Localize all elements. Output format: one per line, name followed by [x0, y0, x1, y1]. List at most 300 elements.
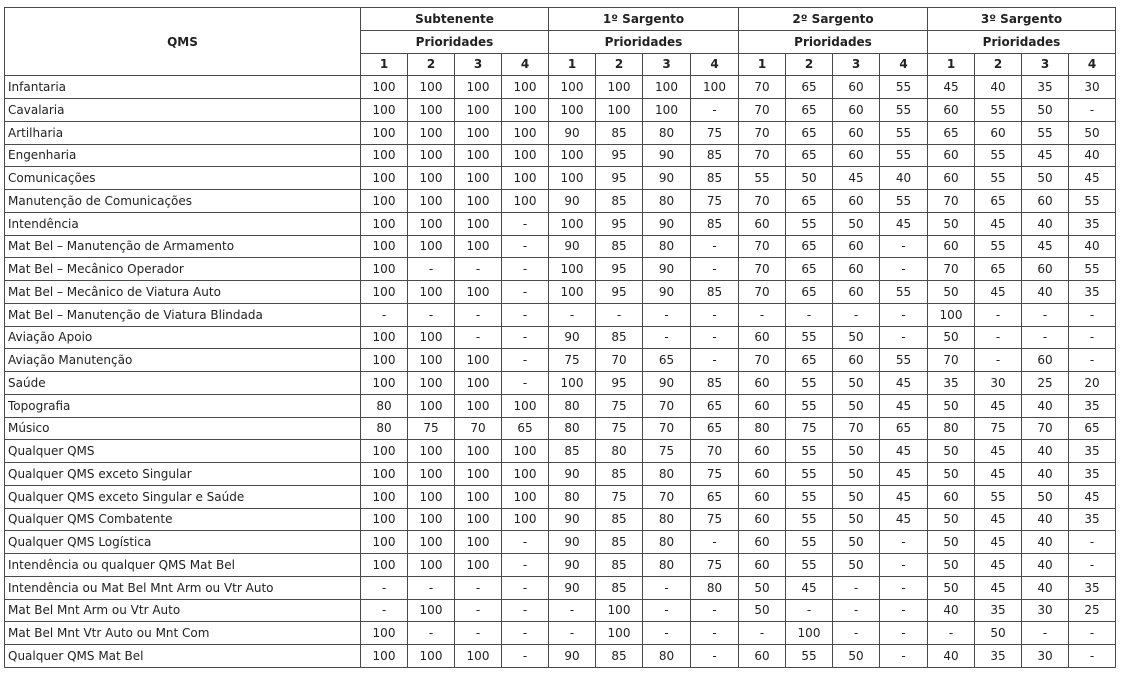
value-cell: 100 — [408, 645, 455, 668]
group-header: 2º Sargento — [739, 8, 928, 31]
value-cell: 65 — [786, 349, 833, 372]
value-cell: 100 — [361, 190, 408, 213]
value-cell: 65 — [691, 485, 739, 508]
value-cell: 50 — [833, 326, 880, 349]
value-cell: 90 — [549, 463, 596, 486]
qms-name-cell: Qualquer QMS — [5, 440, 361, 463]
value-cell: 65 — [1069, 417, 1116, 440]
qms-name-cell: Aviação Apoio — [5, 326, 361, 349]
value-cell: 45 — [975, 463, 1022, 486]
value-cell: 90 — [549, 531, 596, 554]
qms-column-header: QMS — [5, 8, 361, 76]
qms-name-cell: Intendência — [5, 212, 361, 235]
value-cell: 60 — [739, 440, 786, 463]
table-row — [5, 394, 1116, 417]
qms-name-cell: Cavalaria — [5, 99, 361, 122]
value-cell: 100 — [361, 349, 408, 372]
value-cell: 45 — [880, 485, 928, 508]
value-cell: 100 — [596, 76, 643, 99]
value-cell: 30 — [1022, 645, 1069, 668]
value-cell: 55 — [786, 372, 833, 395]
qms-name-cell: Mat Bel – Manutenção de Armamento — [5, 235, 361, 258]
value-cell: 100 — [502, 121, 549, 144]
value-cell: 70 — [739, 76, 786, 99]
value-cell: - — [691, 258, 739, 281]
value-cell: 75 — [786, 417, 833, 440]
value-cell: 50 — [928, 531, 975, 554]
value-cell: - — [880, 326, 928, 349]
value-cell: 100 — [549, 372, 596, 395]
value-cell: 60 — [833, 76, 880, 99]
value-cell: 85 — [596, 190, 643, 213]
value-cell: 50 — [928, 394, 975, 417]
value-cell: 100 — [596, 622, 643, 645]
value-cell: 100 — [408, 394, 455, 417]
value-cell: 55 — [880, 281, 928, 304]
value-cell: 85 — [691, 281, 739, 304]
table-row — [5, 645, 1116, 668]
priority-number-header: 1 — [549, 53, 596, 76]
value-cell: 65 — [786, 121, 833, 144]
value-cell: 100 — [408, 463, 455, 486]
value-cell: 100 — [455, 99, 502, 122]
value-cell: 85 — [596, 121, 643, 144]
value-cell: - — [455, 576, 502, 599]
value-cell: 35 — [1069, 576, 1116, 599]
value-cell: - — [739, 303, 786, 326]
value-cell: 65 — [786, 258, 833, 281]
qms-priority-table — [4, 7, 1116, 668]
qms-name-cell: Saúde — [5, 372, 361, 395]
value-cell: 45 — [975, 281, 1022, 304]
value-cell: 60 — [739, 485, 786, 508]
value-cell: 60 — [739, 508, 786, 531]
value-cell: 60 — [739, 372, 786, 395]
value-cell: 45 — [975, 440, 1022, 463]
value-cell: - — [408, 576, 455, 599]
value-cell: 60 — [833, 99, 880, 122]
value-cell: 55 — [975, 235, 1022, 258]
value-cell: 50 — [1022, 167, 1069, 190]
value-cell: 85 — [596, 531, 643, 554]
value-cell: 55 — [975, 144, 1022, 167]
priority-number-header: 3 — [833, 53, 880, 76]
table-row — [5, 554, 1116, 577]
value-cell: 65 — [691, 417, 739, 440]
value-cell: 90 — [643, 212, 691, 235]
value-cell: 80 — [643, 531, 691, 554]
value-cell: 55 — [1022, 121, 1069, 144]
value-cell: 100 — [361, 645, 408, 668]
value-cell: - — [455, 326, 502, 349]
value-cell: - — [502, 212, 549, 235]
value-cell: - — [880, 576, 928, 599]
value-cell: 100 — [455, 76, 502, 99]
priority-number-header: 1 — [928, 53, 975, 76]
value-cell: 60 — [833, 281, 880, 304]
value-cell: 55 — [975, 485, 1022, 508]
table-row — [5, 212, 1116, 235]
value-cell: - — [502, 326, 549, 349]
value-cell: 70 — [928, 258, 975, 281]
priority-number-header: 4 — [502, 53, 549, 76]
value-cell: 55 — [786, 394, 833, 417]
value-cell: 45 — [880, 212, 928, 235]
value-cell: 90 — [549, 554, 596, 577]
value-cell: 35 — [1022, 76, 1069, 99]
value-cell: - — [408, 622, 455, 645]
priority-number-header: 1 — [739, 53, 786, 76]
value-cell: - — [880, 599, 928, 622]
value-cell: - — [502, 235, 549, 258]
value-cell: 25 — [1069, 599, 1116, 622]
value-cell: - — [880, 258, 928, 281]
value-cell: 100 — [455, 349, 502, 372]
value-cell: 100 — [786, 622, 833, 645]
value-cell: - — [833, 576, 880, 599]
value-cell: 45 — [1069, 485, 1116, 508]
header-row-groups — [5, 8, 1116, 31]
value-cell: 45 — [833, 167, 880, 190]
group-header: Subtenente — [361, 8, 549, 31]
value-cell: 50 — [975, 622, 1022, 645]
value-cell: 100 — [361, 485, 408, 508]
value-cell: 60 — [928, 485, 975, 508]
value-cell: 45 — [975, 554, 1022, 577]
value-cell: 100 — [408, 121, 455, 144]
value-cell: 40 — [1022, 394, 1069, 417]
qms-name-cell: Mat Bel Mnt Arm ou Vtr Auto — [5, 599, 361, 622]
value-cell: 100 — [361, 76, 408, 99]
value-cell: - — [1069, 349, 1116, 372]
value-cell: 65 — [928, 121, 975, 144]
priority-number-header: 1 — [361, 53, 408, 76]
value-cell: 75 — [596, 394, 643, 417]
value-cell: 45 — [975, 394, 1022, 417]
value-cell: 45 — [1022, 144, 1069, 167]
table-row — [5, 622, 1116, 645]
value-cell: - — [408, 258, 455, 281]
value-cell: 100 — [408, 190, 455, 213]
value-cell: 70 — [691, 440, 739, 463]
value-cell: 100 — [361, 326, 408, 349]
value-cell: - — [361, 576, 408, 599]
value-cell: - — [1069, 303, 1116, 326]
value-cell: 100 — [408, 531, 455, 554]
value-cell: - — [691, 326, 739, 349]
value-cell: 45 — [880, 463, 928, 486]
value-cell: 100 — [502, 394, 549, 417]
value-cell: - — [502, 622, 549, 645]
value-cell: 25 — [1022, 372, 1069, 395]
value-cell: - — [502, 554, 549, 577]
value-cell: 100 — [455, 281, 502, 304]
qms-name-cell: Comunicações — [5, 167, 361, 190]
value-cell: 50 — [739, 576, 786, 599]
value-cell: 75 — [691, 508, 739, 531]
value-cell: 75 — [596, 485, 643, 508]
value-cell: - — [502, 349, 549, 372]
table-row — [5, 440, 1116, 463]
value-cell: 55 — [786, 463, 833, 486]
value-cell: 100 — [549, 144, 596, 167]
value-cell: - — [1069, 622, 1116, 645]
value-cell: 80 — [549, 417, 596, 440]
value-cell: 45 — [975, 576, 1022, 599]
value-cell: 45 — [975, 531, 1022, 554]
value-cell: - — [455, 258, 502, 281]
value-cell: 95 — [596, 167, 643, 190]
value-cell: 100 — [502, 190, 549, 213]
value-cell: - — [549, 599, 596, 622]
value-cell: - — [691, 599, 739, 622]
table-row — [5, 349, 1116, 372]
value-cell: 80 — [643, 190, 691, 213]
value-cell: 100 — [549, 76, 596, 99]
value-cell: 100 — [408, 349, 455, 372]
value-cell: 100 — [455, 485, 502, 508]
value-cell: 55 — [786, 212, 833, 235]
value-cell: 85 — [596, 508, 643, 531]
value-cell: 75 — [549, 349, 596, 372]
value-cell: 70 — [739, 99, 786, 122]
value-cell: 70 — [739, 235, 786, 258]
table-row — [5, 417, 1116, 440]
value-cell: - — [691, 349, 739, 372]
value-cell: 55 — [975, 99, 1022, 122]
value-cell: 60 — [1022, 258, 1069, 281]
value-cell: 45 — [928, 76, 975, 99]
value-cell: 40 — [880, 167, 928, 190]
value-cell: 75 — [691, 190, 739, 213]
value-cell: 40 — [1022, 531, 1069, 554]
value-cell: - — [880, 554, 928, 577]
value-cell: 90 — [549, 326, 596, 349]
value-cell: 50 — [928, 508, 975, 531]
value-cell: 50 — [928, 440, 975, 463]
value-cell: 35 — [1069, 508, 1116, 531]
qms-name-cell: Manutenção de Comunicações — [5, 190, 361, 213]
value-cell: - — [1069, 531, 1116, 554]
qms-name-cell: Mat Bel – Mecânico de Viatura Auto — [5, 281, 361, 304]
table-row — [5, 485, 1116, 508]
value-cell: 50 — [833, 372, 880, 395]
value-cell: 70 — [928, 190, 975, 213]
value-cell: 90 — [643, 372, 691, 395]
value-cell: 60 — [928, 144, 975, 167]
value-cell: 100 — [361, 531, 408, 554]
value-cell: 55 — [880, 76, 928, 99]
value-cell: - — [455, 303, 502, 326]
table-row — [5, 372, 1116, 395]
value-cell: - — [880, 235, 928, 258]
value-cell: - — [786, 599, 833, 622]
value-cell: - — [455, 622, 502, 645]
value-cell: 60 — [739, 326, 786, 349]
qms-name-cell: Músico — [5, 417, 361, 440]
priority-number-header: 4 — [880, 53, 928, 76]
value-cell: - — [833, 622, 880, 645]
value-cell: - — [691, 622, 739, 645]
value-cell: 100 — [502, 144, 549, 167]
value-cell: 100 — [408, 76, 455, 99]
value-cell: 100 — [455, 463, 502, 486]
value-cell: 75 — [691, 121, 739, 144]
table-row — [5, 144, 1116, 167]
value-cell: - — [643, 622, 691, 645]
value-cell: 85 — [596, 326, 643, 349]
value-cell: 70 — [643, 394, 691, 417]
value-cell: 75 — [691, 463, 739, 486]
value-cell: 90 — [549, 235, 596, 258]
value-cell: 100 — [455, 190, 502, 213]
value-cell: - — [502, 258, 549, 281]
value-cell: 50 — [928, 554, 975, 577]
prioridades-header: Prioridades — [928, 30, 1116, 53]
priority-number-header: 2 — [975, 53, 1022, 76]
value-cell: 65 — [786, 235, 833, 258]
table-row — [5, 281, 1116, 304]
value-cell: 60 — [833, 349, 880, 372]
value-cell: 65 — [786, 190, 833, 213]
value-cell: 60 — [833, 121, 880, 144]
value-cell: 80 — [643, 463, 691, 486]
value-cell: 100 — [502, 76, 549, 99]
value-cell: - — [928, 622, 975, 645]
value-cell: - — [643, 599, 691, 622]
value-cell: 80 — [643, 645, 691, 668]
table-row — [5, 121, 1116, 144]
value-cell: - — [880, 645, 928, 668]
value-cell: 70 — [739, 121, 786, 144]
value-cell: 100 — [408, 554, 455, 577]
value-cell: - — [786, 303, 833, 326]
table-row — [5, 235, 1116, 258]
value-cell: 90 — [549, 508, 596, 531]
value-cell: 55 — [786, 508, 833, 531]
value-cell: - — [691, 235, 739, 258]
value-cell: 70 — [928, 349, 975, 372]
value-cell: 60 — [928, 99, 975, 122]
value-cell: 35 — [975, 599, 1022, 622]
value-cell: 60 — [739, 554, 786, 577]
value-cell: 60 — [739, 645, 786, 668]
value-cell: - — [502, 576, 549, 599]
value-cell: - — [643, 576, 691, 599]
value-cell: 100 — [502, 508, 549, 531]
value-cell: 60 — [928, 167, 975, 190]
priority-number-header: 3 — [455, 53, 502, 76]
value-cell: - — [691, 531, 739, 554]
value-cell: 50 — [833, 440, 880, 463]
table-body — [5, 76, 1116, 668]
value-cell: 70 — [833, 417, 880, 440]
value-cell: 100 — [408, 326, 455, 349]
value-cell: 40 — [928, 645, 975, 668]
qms-name-cell: Qualquer QMS Mat Bel — [5, 645, 361, 668]
value-cell: 45 — [1069, 167, 1116, 190]
value-cell: - — [739, 622, 786, 645]
value-cell: 50 — [833, 531, 880, 554]
value-cell: 80 — [739, 417, 786, 440]
priority-number-header: 3 — [1022, 53, 1069, 76]
value-cell: 55 — [786, 531, 833, 554]
qms-name-cell: Mat Bel Mnt Vtr Auto ou Mnt Com — [5, 622, 361, 645]
value-cell: - — [691, 99, 739, 122]
value-cell: 80 — [549, 394, 596, 417]
value-cell: 40 — [1022, 463, 1069, 486]
value-cell: 60 — [739, 394, 786, 417]
value-cell: 65 — [786, 281, 833, 304]
value-cell: - — [691, 303, 739, 326]
value-cell: 55 — [880, 190, 928, 213]
value-cell: 35 — [1069, 212, 1116, 235]
value-cell: 70 — [739, 144, 786, 167]
priority-number-header: 4 — [691, 53, 739, 76]
value-cell: 35 — [1069, 281, 1116, 304]
qms-name-cell: Artilharia — [5, 121, 361, 144]
value-cell: 50 — [833, 485, 880, 508]
value-cell: 50 — [1069, 121, 1116, 144]
value-cell: 40 — [1022, 508, 1069, 531]
value-cell: 100 — [408, 599, 455, 622]
value-cell: 100 — [455, 372, 502, 395]
value-cell: - — [549, 622, 596, 645]
value-cell: 100 — [502, 99, 549, 122]
value-cell: 35 — [1069, 440, 1116, 463]
value-cell: 100 — [361, 121, 408, 144]
table-row — [5, 167, 1116, 190]
value-cell: 55 — [786, 645, 833, 668]
value-cell: 70 — [739, 258, 786, 281]
value-cell: 100 — [691, 76, 739, 99]
value-cell: 85 — [596, 576, 643, 599]
value-cell: 95 — [596, 281, 643, 304]
table-header — [5, 8, 1116, 76]
value-cell: 50 — [833, 394, 880, 417]
value-cell: 100 — [408, 485, 455, 508]
value-cell: 40 — [1022, 281, 1069, 304]
value-cell: 80 — [643, 235, 691, 258]
value-cell: 50 — [1022, 99, 1069, 122]
value-cell: 30 — [975, 372, 1022, 395]
value-cell: 70 — [739, 349, 786, 372]
value-cell: 100 — [408, 99, 455, 122]
value-cell: 100 — [455, 144, 502, 167]
value-cell: 85 — [596, 463, 643, 486]
value-cell: 55 — [1069, 190, 1116, 213]
value-cell: 100 — [361, 554, 408, 577]
value-cell: - — [880, 622, 928, 645]
value-cell: 80 — [691, 576, 739, 599]
qms-name-cell: Qualquer QMS exceto Singular e Saúde — [5, 485, 361, 508]
value-cell: - — [408, 303, 455, 326]
value-cell: 45 — [1022, 235, 1069, 258]
value-cell: 95 — [596, 144, 643, 167]
value-cell: 85 — [691, 167, 739, 190]
value-cell: 100 — [361, 167, 408, 190]
value-cell: - — [455, 599, 502, 622]
value-cell: 65 — [786, 76, 833, 99]
value-cell: 85 — [691, 212, 739, 235]
value-cell: 100 — [549, 99, 596, 122]
value-cell: 65 — [643, 349, 691, 372]
value-cell: - — [502, 645, 549, 668]
value-cell: 100 — [361, 144, 408, 167]
value-cell: 65 — [880, 417, 928, 440]
value-cell: 30 — [1022, 599, 1069, 622]
value-cell: 40 — [1069, 235, 1116, 258]
